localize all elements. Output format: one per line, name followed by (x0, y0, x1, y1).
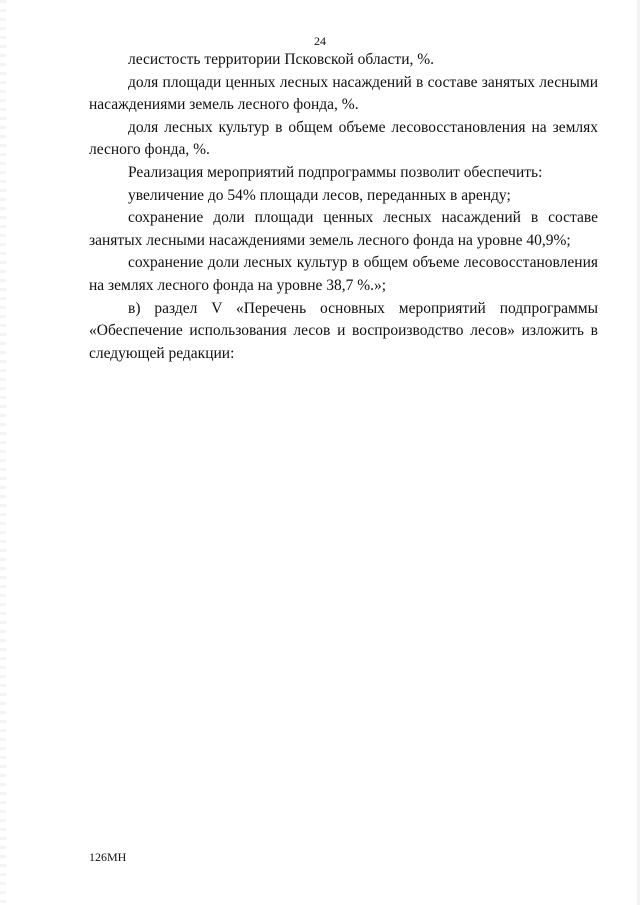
paragraph-section-v-amendment: в) раздел V «Перечень основных мероприятий подпрограммы «Обеспечение использования лесов и воспроизводство лесов» изложить в следующей редакции: (89, 299, 598, 362)
page-number: 24 (314, 34, 326, 48)
paragraph-forest-cover: лесистость территории Псковской области, %. (128, 51, 435, 68)
paragraph-implementation-intro: Реализация мероприятий подпрограммы позволит обеспечить: (128, 163, 543, 181)
paragraph-lease-increase: увеличение до 54% площади лесов, переданных в аренду; (128, 186, 511, 204)
paragraph-valuable-stands-share: доля площади ценных лесных насаждений в составе занятых лесными насаждениями земель лесного фонда, %. (89, 73, 598, 114)
paragraph-forest-crops-share: доля лесных культур в общем объеме лесовосстановления на землях лесного фонда, %. (89, 118, 598, 159)
scan-edge-left (0, 0, 6, 905)
document-body (89, 49, 598, 365)
footer-document-code: 126МН (89, 850, 127, 864)
paragraph-forest-crops-preservation: сохранение доли лесных культур в общем объеме лесовосстановления на землях лесного фонда на уровне 38,7 %.»; (89, 254, 598, 294)
paragraph-valuable-stands-preservation: сохранение доли площади ценных лесных насаждений в составе занятых лесными насаждениями земель лесного фонда на уровне 40,9%; (89, 209, 598, 249)
